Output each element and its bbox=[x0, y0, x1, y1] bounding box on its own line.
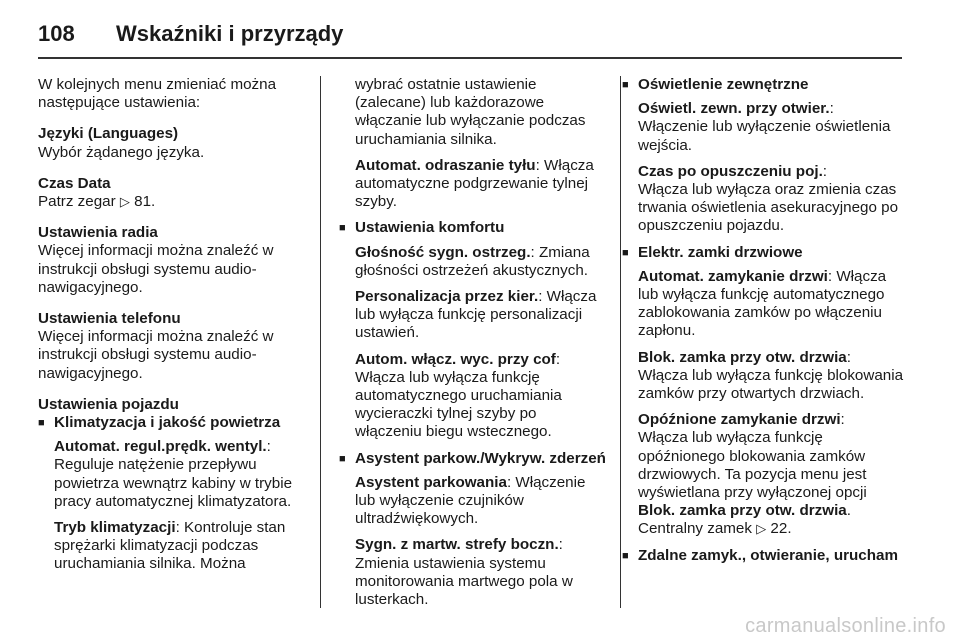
item-text: : Włącza automatyczne podgrzewanie tylnej szyby. bbox=[355, 156, 594, 211]
section-heading: Ustawienia telefonu bbox=[38, 310, 181, 328]
item-text: : Włącza lub wyłącza funkcję automatycznego zablokowania zamków po włączeniu zapłonu. bbox=[638, 267, 887, 340]
intro-paragraph: W kolejnych menu zmieniać można następujące ustawienia: bbox=[38, 76, 277, 112]
section-text: Więcej informacji można znaleźć w instrukcji obsługi systemu audio-nawigacyjnego. bbox=[38, 328, 274, 382]
item-text: Włącza lub wyłącza oraz zmienia czas trwania oświetlenia asekuracyjnego po opuszczeniu pojazdu. bbox=[638, 181, 899, 235]
item-label: Automat. zamykanie drzwi bbox=[638, 267, 828, 285]
item-text: : Włącza lub wyłącza funkcję personalizacji ustawień. bbox=[355, 288, 597, 342]
section-phone bbox=[38, 310, 306, 383]
item-personalization bbox=[355, 288, 607, 343]
section-text bbox=[38, 193, 306, 211]
item-label: Automat. odraszanie tyłu bbox=[355, 156, 536, 174]
item-label: Personalizacja przez kier. bbox=[355, 288, 539, 306]
reference-page[interactable]: 22. bbox=[770, 520, 792, 538]
item-label: Sygn. z martw. strefy boczn. bbox=[355, 536, 559, 554]
item-text: Włącza lub wyłącza funkcję opóźnionego blokowania zamków drzwiowych. Ta pozycja menu jest wyświetlana przy wyłączonej opcji bbox=[638, 429, 867, 502]
item-text: : Włączenie lub wyłączenie czujników ultradźwiękowych. bbox=[355, 473, 586, 528]
item-text: Zmienia ustawienia systemu monitorowania martwego pola w lusterkach. bbox=[355, 554, 573, 609]
continued-text: wybrać ostatnie ustawienie (zalecane) lub każdorazowe włączanie lub wyłączanie podczas uruchamiania silnika. bbox=[355, 76, 586, 148]
item-label: Czas po opuszczeniu poj. bbox=[638, 162, 823, 180]
section-heading: Ustawienia pojazdu bbox=[38, 395, 179, 413]
column-1 bbox=[38, 76, 306, 582]
watermark: carmanualsonline.info bbox=[745, 615, 946, 637]
item-label: Oświetl. zewn. przy otwier. bbox=[638, 100, 830, 118]
page-title: Wskaźniki i przyrządy bbox=[116, 21, 344, 46]
bullet-climate: ■ Klimatyzacja i jakość powietrza bbox=[38, 414, 306, 432]
header-rule bbox=[38, 57, 902, 59]
item-ref-label: Blok. zamka przy otw. drzwia bbox=[638, 502, 847, 520]
item-rear-defrost bbox=[355, 157, 607, 212]
item-text: Reguluje natężenie przepływu powietrza wewnątrz kabiny w trybie pracy automatycznej klimatyzatora. bbox=[54, 456, 293, 510]
section-heading: Czas Data bbox=[38, 174, 111, 192]
section-heading: Ustawienia radia bbox=[38, 224, 158, 242]
bullet-exterior-lighting: ■ Oświetlenie zewnętrzne bbox=[622, 76, 904, 94]
item-chime-volume: Głośność sygn. ostrzeg.: Zmiana głośności ostrzeżeń akustycznych. bbox=[355, 243, 590, 279]
section-languages bbox=[38, 125, 306, 161]
column-divider-2 bbox=[620, 76, 621, 608]
item-label: Tryb klimatyzacji bbox=[54, 519, 176, 537]
page-header bbox=[38, 14, 343, 54]
item-rear-wiper: Autom. włącz. wyc. przy cof: Włącza lub wyłącza funkcję automatycznego uruchamiania wycieraczki tylnej szyby po włączeniu biegu wstecznego. bbox=[355, 350, 562, 441]
item-open-door-lock: Blok. zamka przy otw. drzwia: Włącza lub wyłącza funkcję blokowania zamków przy otwartych drzwiach. bbox=[638, 348, 904, 403]
reference-arrow-icon: ▷ bbox=[119, 194, 130, 210]
bullet-remote-lock: ■ Zdalne zamyk., otwieranie, urucham bbox=[622, 547, 904, 565]
section-time-date bbox=[38, 175, 306, 211]
column-divider-1 bbox=[320, 76, 321, 608]
item-text: Włączenie lub wyłączenie oświetlenia wejścia. bbox=[638, 118, 891, 154]
item-text: Włącza lub wyłącza funkcję blokowania zamków przy otwartych drzwiach. bbox=[638, 366, 904, 403]
item-label: Autom. włącz. wyc. przy cof bbox=[355, 350, 556, 368]
bullet-comfort: ■ Ustawienia komfortu bbox=[339, 219, 607, 237]
item-label: Automat. regul.prędk. wentyl. bbox=[54, 438, 267, 456]
item-text: : Kontroluje stan sprężarki klimatyzacji podczas uruchamiania silnika. Można bbox=[54, 519, 286, 573]
item-park-assist bbox=[355, 474, 607, 529]
item-leave-lighting: Czas po opuszczeniu poj.: Włącza lub wyłącza oraz zmienia czas trwania oświetlenia asekuracyjnego po opuszczeniu pojazdu. bbox=[638, 162, 899, 235]
reference-page[interactable]: 81. bbox=[134, 193, 156, 211]
reference-text: Patrz zegar bbox=[38, 193, 116, 211]
item-label: Opóźnione zamykanie drzwi bbox=[638, 411, 841, 429]
item-text: Zmiana głośności ostrzeżeń akustycznych. bbox=[355, 243, 590, 279]
section-radio bbox=[38, 224, 306, 297]
item-ac-mode bbox=[38, 519, 306, 574]
section-heading: Języki (Languages) bbox=[38, 125, 179, 143]
reference-text: Centralny zamek bbox=[638, 520, 752, 538]
column-3 bbox=[638, 76, 904, 571]
item-exit-lighting: Oświetl. zewn. przy otwier.: Włączenie lub wyłączenie oświetlenia wejścia. bbox=[638, 100, 891, 154]
item-label: Blok. zamka przy otw. drzwia bbox=[638, 348, 847, 366]
item-label: Głośność sygn. ostrzeg. bbox=[355, 243, 531, 261]
reference-arrow-icon: ▷ bbox=[756, 521, 767, 537]
item-text: Włącza lub wyłącza funkcję automatycznego uruchamiania wycieraczki tylnej szyby po włączeniu biegu wstecznego. bbox=[355, 368, 562, 441]
item-auto-lock bbox=[638, 268, 904, 341]
column-2 bbox=[355, 76, 607, 617]
section-text: Więcej informacji można znaleźć w instrukcji obsługi systemu audio-nawigacyjnego. bbox=[38, 242, 274, 296]
bullet-park-assist: ■ Asystent parkow./Wykryw. zderzeń bbox=[339, 450, 607, 468]
section-text: Wybór żądanego języka. bbox=[38, 143, 205, 161]
item-label: Asystent parkowania bbox=[355, 473, 507, 491]
section-vehicle bbox=[38, 396, 306, 574]
item-blind-spot: Sygn. z martw. strefy boczn.: Zmienia ustawienia systemu monitorowania martwego pola w lusterkach. bbox=[355, 536, 573, 609]
item-fan-speed: Automat. regul.prędk. wentyl.: Reguluje natężenie przepływu powietrza wewnątrz kabiny w trybie pracy automatycznej klimatyzatora. bbox=[54, 438, 293, 510]
page-number: 108 bbox=[38, 21, 75, 46]
item-delayed-lock: Opóźnione zamykanie drzwi: Włącza lub wyłącza funkcję opóźnionego blokowania zamków drzwiowych. Ta pozycja menu jest wyświetlana przy wyłączonej opcji Blok. zamka przy otw. drzwia. Centralny zamek ▷ 22. bbox=[638, 411, 867, 538]
bullet-power-locks: ■ Elektr. zamki drzwiowe bbox=[622, 244, 904, 262]
